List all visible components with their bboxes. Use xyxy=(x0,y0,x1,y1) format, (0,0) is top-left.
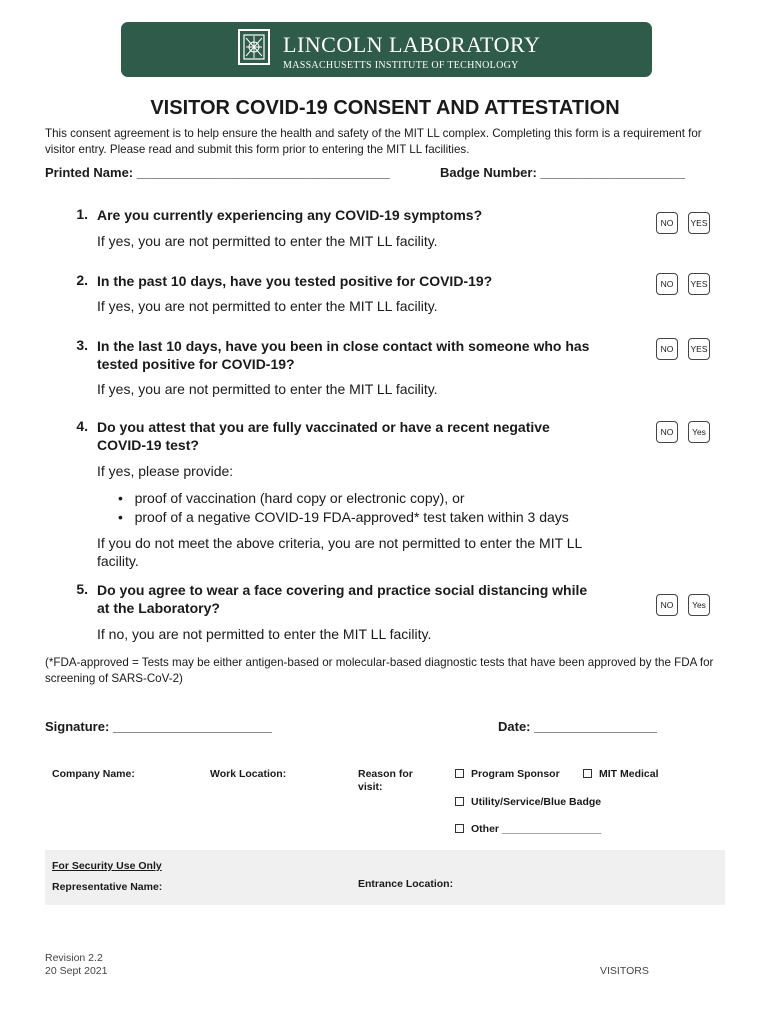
question-number: 4. xyxy=(76,418,88,434)
date-field[interactable]: Date: _________________ xyxy=(498,719,658,734)
option-mit-medical[interactable] xyxy=(583,768,659,781)
header-banner xyxy=(121,22,652,77)
option-label: Program Sponsor xyxy=(471,768,560,780)
revision-label: Revision 2.2 xyxy=(45,952,103,964)
printed-name-field[interactable]: Printed Name: ___________________________________ xyxy=(45,165,390,180)
checkbox-icon[interactable] xyxy=(583,769,592,778)
question-text-line1: In the last 10 days, have you been in close contact with someone who has xyxy=(97,338,590,354)
badge-number-field[interactable]: Badge Number: ____________________ xyxy=(440,165,686,180)
yes-checkbox[interactable]: Yes xyxy=(688,594,710,616)
bullet-item: • proof of a negative COVID-19 FDA-approved* test taken within 3 days xyxy=(118,509,569,525)
question-text-line2: at the Laboratory? xyxy=(97,600,220,616)
yes-checkbox[interactable]: YES xyxy=(688,212,710,234)
yes-checkbox[interactable]: YES xyxy=(688,273,710,295)
question-text-line1: Do you attest that you are fully vaccinated or have a recent negative xyxy=(97,419,550,435)
option-program-sponsor[interactable] xyxy=(455,768,560,781)
mit-ll-logo-icon xyxy=(238,29,270,65)
question-note-2-line1: If you do not meet the above criteria, you are not permitted to enter the MIT LL xyxy=(97,535,583,551)
reason-label-line1: Reason for xyxy=(358,768,413,780)
org-name: LINCOLN LABORATORY xyxy=(283,32,541,57)
option-label: Other _________________ xyxy=(471,823,602,835)
question-number: 2. xyxy=(76,272,88,288)
checkbox-icon[interactable] xyxy=(455,769,464,778)
question-number: 5. xyxy=(76,581,88,597)
option-utility[interactable] xyxy=(455,796,601,809)
company-name-label: Company Name: xyxy=(52,768,135,780)
bullet-text: proof of vaccination (hard copy or electronic copy), or xyxy=(134,490,465,506)
question-note: If yes, you are not permitted to enter the MIT LL facility. xyxy=(97,381,438,397)
question-text-line2: COVID-19 test? xyxy=(97,437,199,453)
no-checkbox[interactable]: NO xyxy=(656,273,678,295)
reason-label-line2: visit: xyxy=(358,781,383,793)
checkbox-icon[interactable] xyxy=(455,824,464,833)
question-note: If yes, you are not permitted to enter the MIT LL facility. xyxy=(97,298,438,314)
question-note-2-line2: facility. xyxy=(97,553,139,569)
work-location-label: Work Location: xyxy=(210,768,287,780)
page-title: VISITOR COVID-19 CONSENT AND ATTESTATION xyxy=(150,97,620,119)
security-section xyxy=(45,850,725,905)
option-label: MIT Medical xyxy=(599,768,659,780)
security-heading: For Security Use Only xyxy=(52,860,162,872)
question-text: Are you currently experiencing any COVID-19 symptoms? xyxy=(97,207,483,223)
representative-name-label: Representative Name: xyxy=(52,881,163,893)
bullet-item: • proof of vaccination (hard copy or electronic copy), or xyxy=(118,490,465,506)
checkbox-icon[interactable] xyxy=(455,797,464,806)
option-other[interactable] xyxy=(455,823,601,836)
entrance-location-label: Entrance Location: xyxy=(358,878,454,890)
no-checkbox[interactable]: NO xyxy=(656,212,678,234)
question-text-line2: tested positive for COVID-19? xyxy=(97,356,295,372)
yes-checkbox[interactable]: Yes xyxy=(688,421,710,443)
question-text-line1: Do you agree to wear a face covering and practice social distancing while xyxy=(97,582,588,598)
no-checkbox[interactable]: NO xyxy=(656,421,678,443)
question-note: If no, you are not permitted to enter the MIT LL facility. xyxy=(97,626,432,642)
intro-text: This consent agreement is to help ensure the health and safety of the MIT LL complex. Completing this form is a requirement for visitor entry. Please read and submit this form prior to entering the MIT LL facilities. xyxy=(45,127,702,156)
org-subtitle: MASSACHUSETTS INSTITUTE OF TECHNOLOGY xyxy=(283,60,519,71)
footnote: (*FDA-approved = Tests may be either antigen-based or molecular-based diagnostic tests that have been approved by the FDA for screening of SARS-CoV-2) xyxy=(45,656,714,685)
footer-label: VISITORS xyxy=(600,965,649,977)
question-number: 1. xyxy=(76,206,88,222)
no-checkbox[interactable]: NO xyxy=(656,594,678,616)
question-text: In the past 10 days, have you tested positive for COVID-19? xyxy=(97,273,493,289)
question-note: If yes, please provide: xyxy=(97,463,234,479)
question-number: 3. xyxy=(76,337,88,353)
question-note: If yes, you are not permitted to enter the MIT LL facility. xyxy=(97,233,438,249)
bullet-text: proof of a negative COVID-19 FDA-approved* test taken within 3 days xyxy=(134,509,569,525)
revision-date: 20 Sept 2021 xyxy=(45,965,108,977)
option-label: Utility/Service/Blue Badge xyxy=(471,796,602,808)
no-checkbox[interactable]: NO xyxy=(656,338,678,360)
yes-checkbox[interactable]: YES xyxy=(688,338,710,360)
signature-field[interactable]: Signature: ______________________ xyxy=(45,719,272,734)
